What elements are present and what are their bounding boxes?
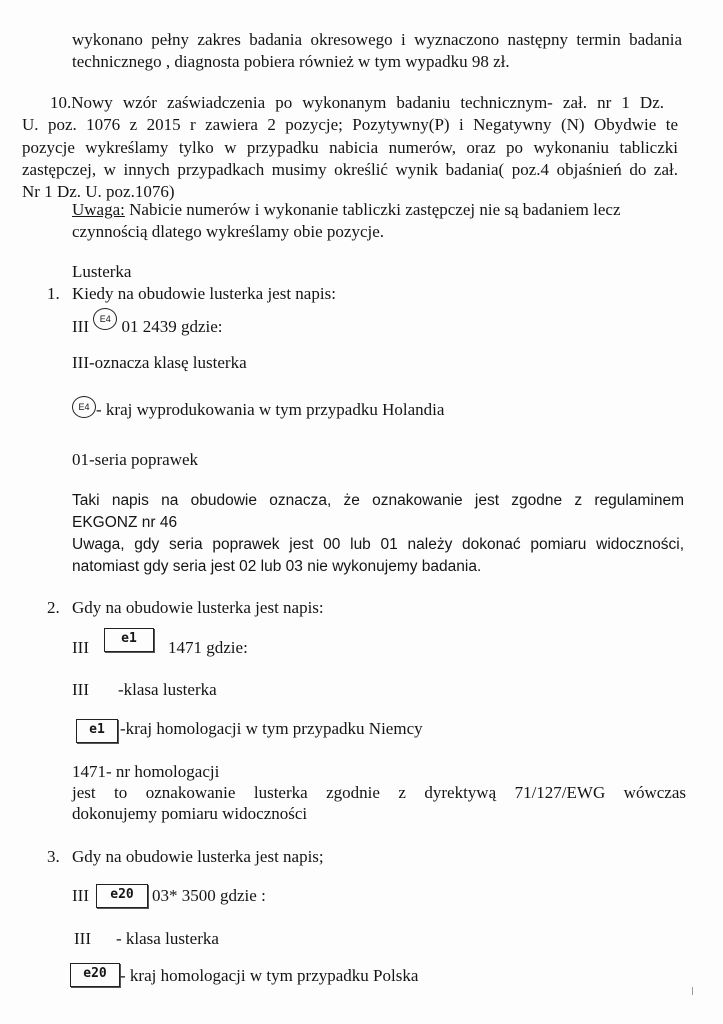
item-1-number: 1. xyxy=(47,284,60,303)
e1-approval-mark-legend: e1 xyxy=(76,719,118,743)
item-1-series-desc: 01-seria poprawek xyxy=(72,450,199,469)
note-label: Uwaga: xyxy=(72,200,125,219)
item-1-code-line xyxy=(72,314,223,339)
item-1-code-rest: 01 2439 gdzie: xyxy=(121,317,223,336)
e20-approval-mark: e20 xyxy=(96,884,148,908)
item-3-mark-desc: - kraj homologacji w tym przypadku Polska xyxy=(120,966,419,985)
item-2-mark-desc: -kraj homologacji w tym przypadku Niemcy xyxy=(120,719,423,738)
item-2-intro: Gdy na obudowie lusterka jest napis: xyxy=(72,598,324,617)
paragraph-10-line-1: 10.Nowy wzór zaświadczenia po wykonanym badaniu technicznym- zał. nr 1 Dz. xyxy=(50,93,664,112)
item-2-class-code: III xyxy=(72,638,89,657)
item-2-code-rest: 1471 gdzie: xyxy=(168,638,248,657)
paragraph-9-line-1: wykonano pełny zakres badania okresowego i wyznaczono następny termin badania xyxy=(72,30,682,49)
scan-artifact-mark xyxy=(692,987,693,995)
item-3-code-rest: 03* 3500 gdzie : xyxy=(152,886,266,905)
item-2-homologation-desc: 1471- nr homologacji xyxy=(72,762,220,781)
item-3-class-code: III xyxy=(72,886,89,905)
mirrors-heading: Lusterka xyxy=(72,262,132,281)
item-1-warning-line-2: natomiast gdy seria jest 02 lub 03 nie wykonujemy badania. xyxy=(72,558,482,575)
item-2-class-label: III xyxy=(72,680,89,699)
item-1-intro: Kiedy na obudowie lusterka jest napis: xyxy=(72,284,336,303)
item-3-class-label: III xyxy=(74,929,91,948)
e20-approval-mark-legend: e20 xyxy=(70,963,120,987)
paragraph-9-line-2: technicznego , diagnosta pobiera również w tym wypadku 98 zł. xyxy=(72,52,510,71)
paragraph-10-note-line-2: czynnością dlatego wykreślamy obie pozycje. xyxy=(72,222,385,241)
e4-approval-mark-legend: E4 xyxy=(72,396,96,418)
item-1-mark-line xyxy=(72,400,444,422)
paragraph-10-line-3: pozycje wykreślamy tylko w przypadku nabicia numerów, oraz po wykonaniu tabliczki xyxy=(22,138,678,157)
paragraph-10-note-line-1 xyxy=(72,200,684,220)
item-1-class-desc: III-oznacza klasę lusterka xyxy=(72,353,247,372)
item-1-class-code: III xyxy=(72,317,89,336)
paragraph-10-line-2: U. poz. 1076 z 2015 r zawiera 2 pozycje; Pozytywny(P) i Negatywny (N) Obydwie te xyxy=(22,115,678,134)
e4-approval-mark: E4 xyxy=(93,308,117,330)
paragraph-10-line-5: Nr 1 Dz. U. poz.1076) xyxy=(22,182,175,201)
item-3-class-desc: - klasa lusterka xyxy=(116,929,219,948)
item-2-class-desc: -klasa lusterka xyxy=(118,680,217,699)
paragraph-10-line-4: zastępczej, w innych przypadkach musimy określić wynik badania( poz.4 objaśnień do zał. xyxy=(22,160,678,179)
item-2-number: 2. xyxy=(47,598,60,617)
item-2-directive-line-1: jest to oznakowanie lusterka zgodnie z dyrektywą 71/127/EWG wówczas xyxy=(72,783,686,802)
item-1-warning-line-1: Uwaga, gdy seria poprawek jest 00 lub 01 należy dokonać pomiaru widoczności, xyxy=(72,536,684,553)
note-text: Nabicie numerów i wykonanie tabliczki zastępczej nie są badaniem lecz xyxy=(124,200,621,219)
item-2-directive-line-2: dokonujemy pomiaru widoczności xyxy=(72,804,308,823)
item-3-number: 3. xyxy=(47,847,60,866)
item-1-meaning-line-2: EKGONZ nr 46 xyxy=(72,514,178,531)
e1-approval-mark: e1 xyxy=(104,628,154,652)
item-1-meaning-line-1: Taki napis na obudowie oznacza, że oznakowanie jest zgodne z regulaminem xyxy=(72,492,684,509)
item-1-mark-desc: - kraj wyprodukowania w tym przypadku Holandia xyxy=(96,400,445,419)
item-3-intro: Gdy na obudowie lusterka jest napis; xyxy=(72,847,324,866)
